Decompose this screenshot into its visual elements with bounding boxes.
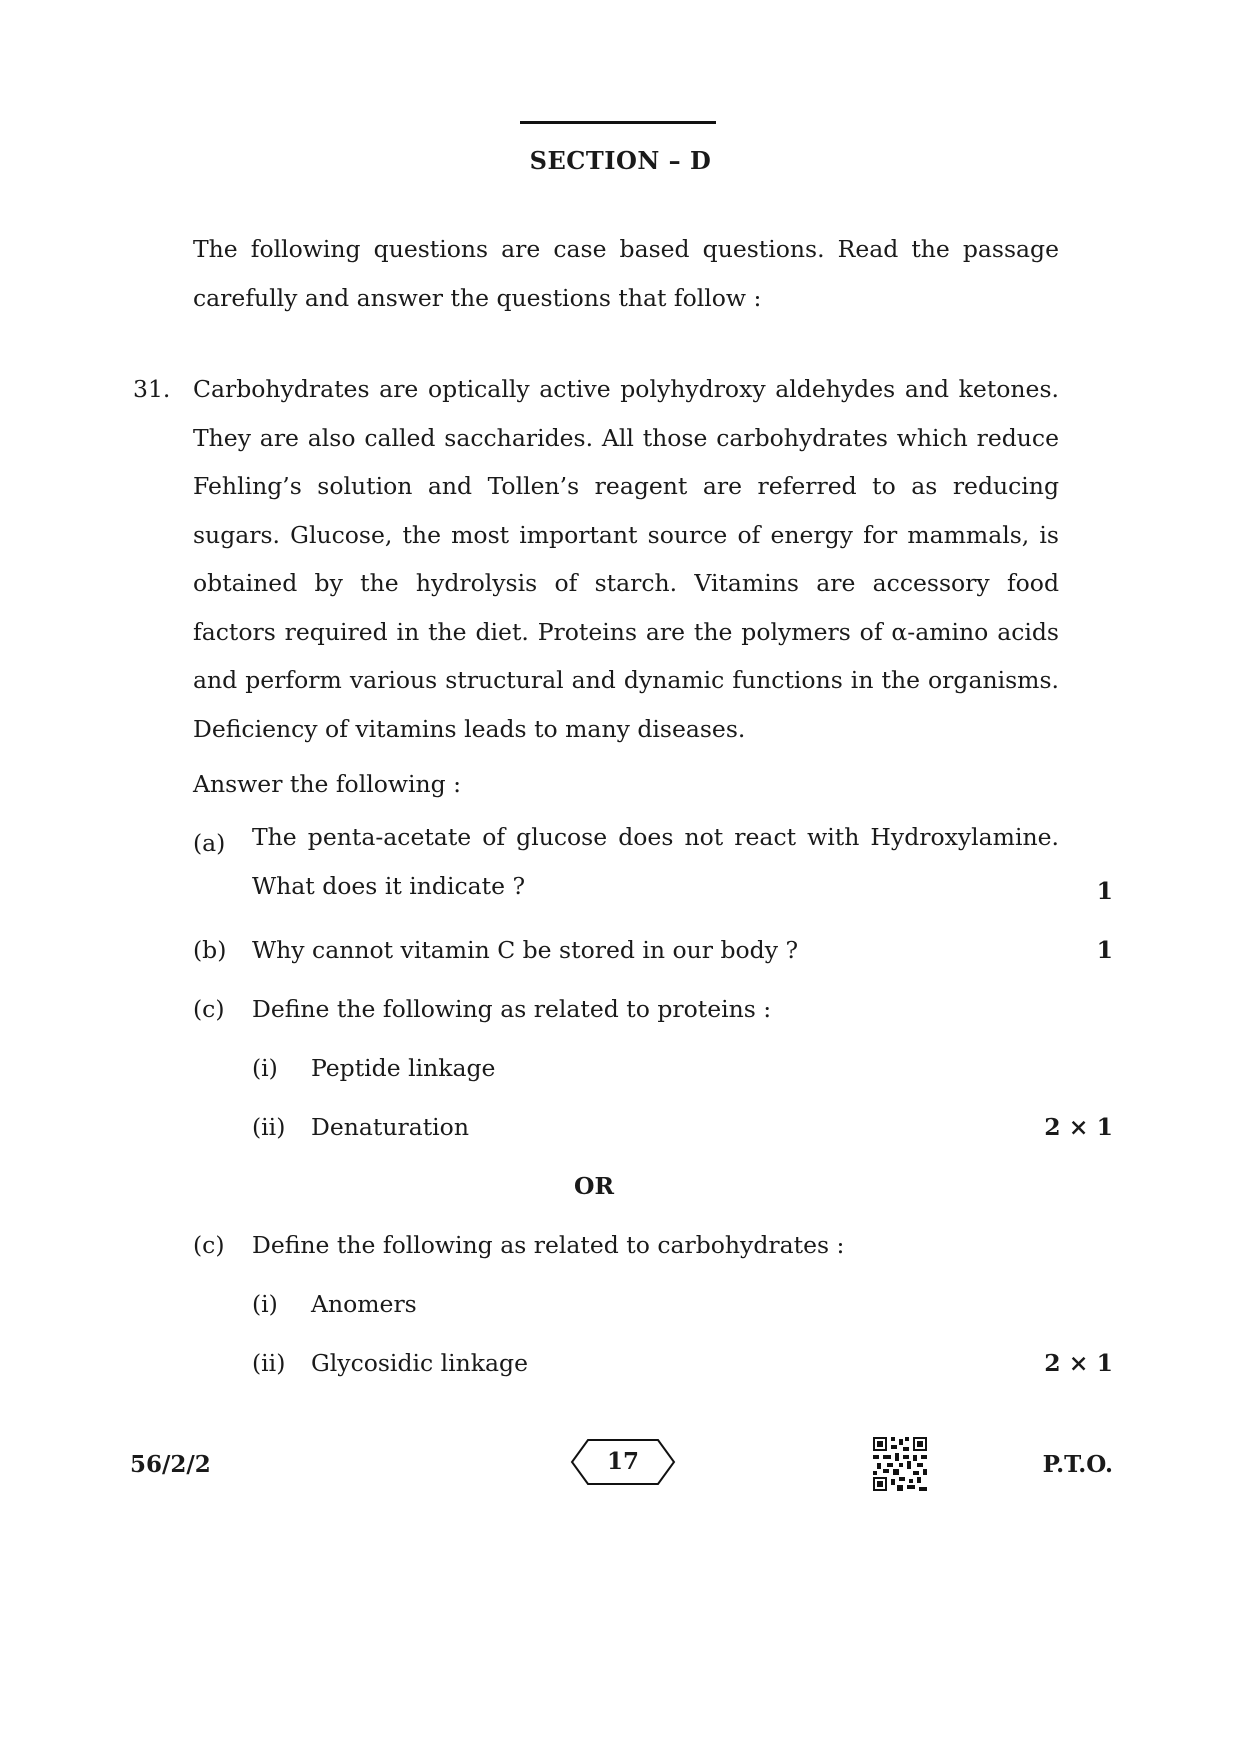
case-passage: Carbohydrates are optically active polyhydroxy aldehydes and ketones. They are also called saccharides. All those carbohydrates which reduce Fehling’s solution and Tollen’s reagent are referred to as reducing sugars. Glucose, the most important source of energy for mammals, is obtained by the hydrolysis of starch. Vitamins are accessory food factors required in the diet. Proteins are the polymers of α-amino acids and perform various structural and dynamic functions in the organisms. Deficiency of vitamins leads to many diseases.	[193, 375, 1059, 743]
part-c-alt-text: Define the following as related to carbohydrates :	[252, 1231, 845, 1259]
section-title: SECTION – D	[529, 146, 712, 175]
part-c-alt-sub-i-label: (i)	[252, 1290, 278, 1318]
paper-code: 56/2/2	[130, 1451, 211, 1478]
part-c-sub-ii-text: Denaturation	[311, 1113, 469, 1141]
part-a-text: The penta-acetate of glucose does not react with Hydroxylamine. What does it indicate ?	[252, 823, 1059, 900]
part-c-alt-sub-i-text: Anomers	[311, 1290, 417, 1318]
part-b-marks: 1	[1096, 936, 1113, 964]
section-top-rule	[520, 121, 716, 124]
part-c-sub-ii-label: (ii)	[252, 1113, 286, 1141]
page-number-badge	[570, 1438, 676, 1486]
part-c-alt-sub-ii-text: Glycosidic linkage	[311, 1349, 529, 1377]
question-number: 31.	[133, 375, 171, 403]
part-b-text: Why cannot vitamin C be stored in our body ?	[252, 936, 799, 964]
part-c-alt-sub-ii-label: (ii)	[252, 1349, 286, 1377]
answer-prompt: Answer the following :	[193, 770, 462, 798]
part-c-alt-label: (c)	[193, 1231, 225, 1259]
pto-label: P.T.O.	[1042, 1451, 1113, 1478]
part-c-sub-i-label: (i)	[252, 1054, 278, 1082]
part-c-label: (c)	[193, 995, 225, 1023]
or-separator: OR	[573, 1172, 614, 1200]
instructions-paragraph: The following questions are case based questions. Read the passage carefully and answer the questions that follow :	[193, 235, 1059, 312]
part-c-alt-marks: 2 × 1	[1044, 1349, 1113, 1377]
page-number: 17	[606, 1448, 639, 1475]
part-c-marks: 2 × 1	[1044, 1113, 1113, 1141]
part-b-label: (b)	[193, 936, 227, 964]
part-a-marks: 1	[1096, 877, 1113, 905]
qr-code-icon	[873, 1437, 927, 1491]
part-c-text: Define the following as related to proteins :	[252, 995, 772, 1023]
part-c-sub-i-text: Peptide linkage	[311, 1054, 496, 1082]
part-a-label: (a)	[193, 829, 226, 857]
